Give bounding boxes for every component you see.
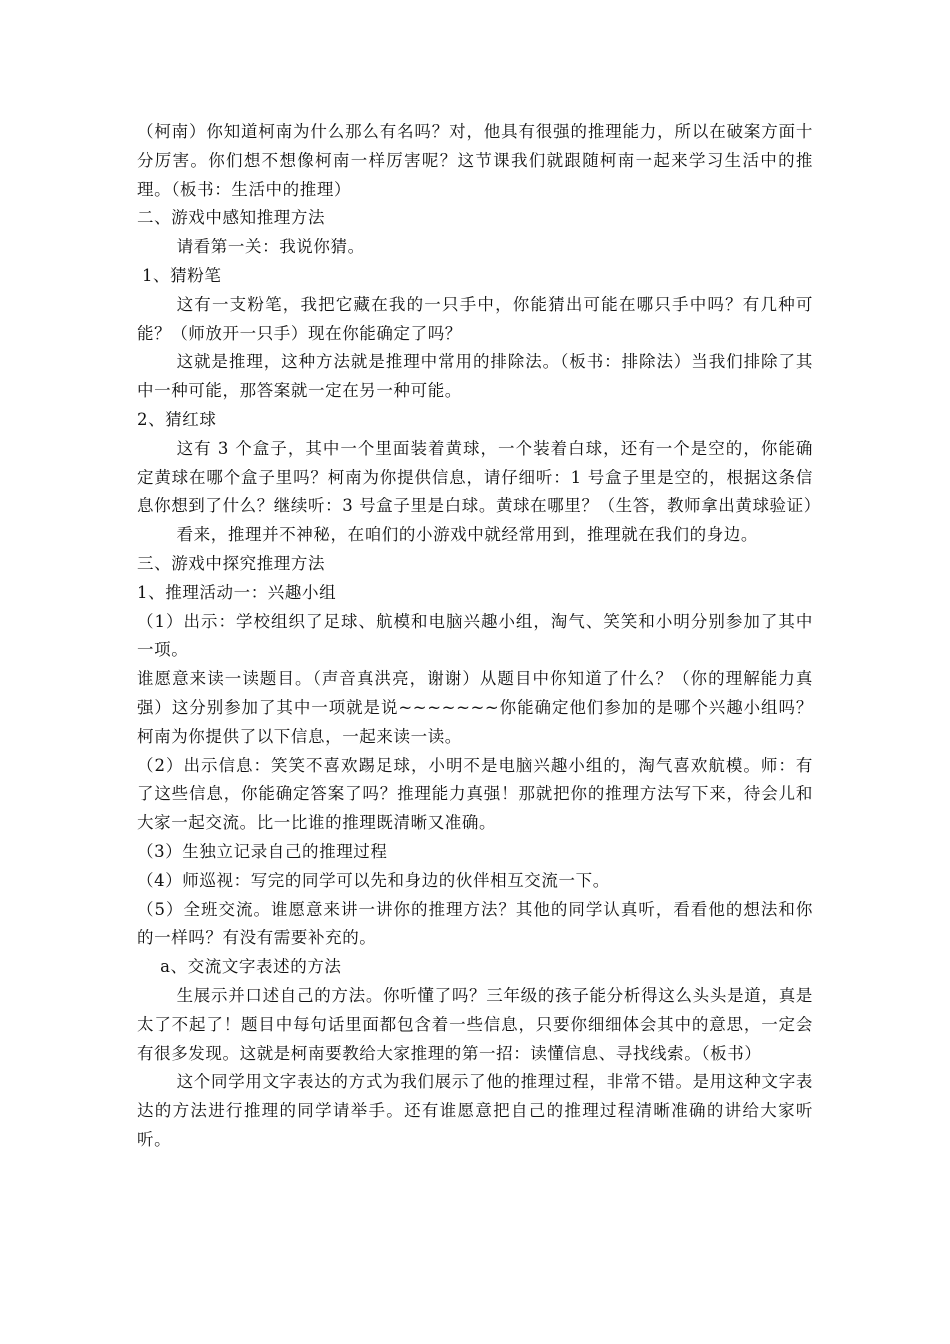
paragraph: 这就是推理，这种方法就是推理中常用的排除法。（板书：排除法）当我们排除了其中一种可能，那答案就一定在另一种可能。	[137, 352, 813, 401]
section-heading-2: 二、游戏中感知推理方法	[137, 208, 326, 228]
paragraph: 谁愿意来读一读题目。（声音真洪亮，谢谢）从题目中你知道了什么？（你的理解能力真强）这分别参加了其中一项就是说~~~~~~~你能确定他们参加的是哪个兴趣小组吗？柯南为你提供了以下信息，一起来读一读。	[137, 669, 813, 746]
subheading: 1、推理活动一：兴趣小组	[137, 582, 337, 602]
subheading: 1、猜粉笔	[141, 265, 222, 285]
paragraph: （1）出示：学校组织了足球、航模和电脑兴趣小组，淘气、笑笑和小明分别参加了其中一项。	[137, 611, 813, 660]
paragraph: 这有一支粉笔，我把它藏在我的一只手中，你能猜出可能在哪只手中吗？有几种可能？（师放开一只手）现在你能确定了吗？	[137, 294, 813, 343]
paragraph: （2）出示信息：笑笑不喜欢踢足球，小明不是电脑兴趣小组的，淘气喜欢航模。师：有了这些信息，你能确定答案了吗？推理能力真强！那就把你的推理方法写下来，待会儿和大家一起交流。比一比谁的推理既清晰又准确。	[137, 755, 813, 833]
paragraph: （5）全班交流。谁愿意来讲一讲你的推理方法？其他的同学认真听，看看他的想法和你的一样吗？有没有需要补充的。	[137, 899, 813, 948]
paragraph: 请看第一关：我说你猜。	[176, 237, 365, 257]
intro-paragraph: （柯南）你知道柯南为什么那么有名吗？对，他具有很强的推理能力，所以在破案方面十分厉害。你们想不想像柯南一样厉害呢？这节课我们就跟随柯南一起来学习生活中的推理。（板书：生活中的推理）	[137, 122, 813, 199]
document-page	[137, 118, 821, 1155]
paragraph: （3）生独立记录自己的推理过程	[137, 841, 388, 861]
paragraph: 生展示并口述自己的方法。你听懂了吗？三年级的孩子能分析得这么头头是道，真是太了不起了！题目中每句话里面都包含着一些信息，只要你细细体会其中的意思，一定会有很多发现。这就是柯南要教给大家推理的第一招：读懂信息、寻找线索。（板书）	[137, 985, 813, 1063]
section-heading-3: 三、游戏中探究推理方法	[137, 553, 326, 573]
paragraph: 这有 3 个盒子，其中一个里面装着黄球，一个装着白球，还有一个是空的，你能确定黄球在哪个盒子里吗？柯南为你提供信息，请仔细听：1 号盒子里是空的，根据这条信息你想到了什么？继续听：3 号盒子里是白球。黄球在哪里？（生答，教师拿出黄球验证）	[137, 438, 821, 516]
subheading: 2、猜红球	[137, 409, 217, 429]
paragraph: （4）师巡视：写完的同学可以先和身边的伙伴相互交流一下。	[137, 870, 610, 890]
paragraph: 这个同学用文字表达的方式为我们展示了他的推理过程，非常不错。是用这种文字表达的方法进行推理的同学请举手。还有谁愿意把自己的推理过程清晰准确的讲给大家听听。	[137, 1072, 813, 1149]
paragraph: 看来，推理并不神秘，在咱们的小游戏中就经常用到，推理就在我们的身边。	[176, 525, 758, 545]
subheading: a、交流文字表述的方法	[160, 957, 342, 977]
